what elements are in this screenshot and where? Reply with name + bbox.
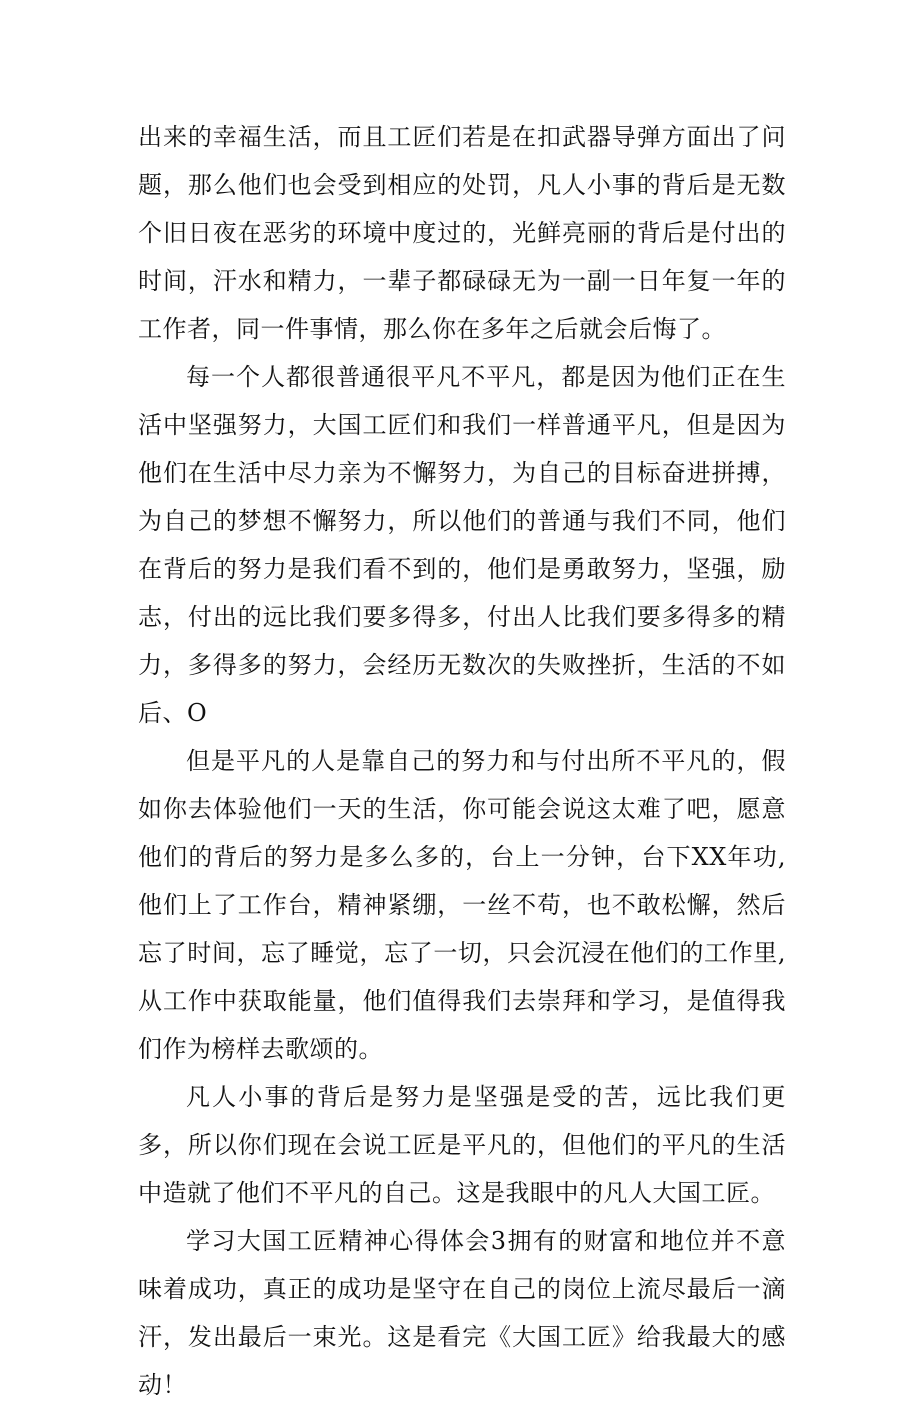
- document-body: [138, 113, 786, 1409]
- paragraph-2: 每一个人都很普通很平凡不平凡，都是因为他们正在生活中坚强努力，大国工匠们和我们一样普通平凡，但是因为他们在生活中尽力亲为不懈努力，为自己的目标奋进拼搏，为自己的梦想不懈努力，所以他们的普通与我们不同，他们在背后的努力是我们看不到的，他们是勇敢努力，坚强，励志，付出的远比我们要多得多，付出人比我们要多得多的精力，多得多的努力，会经历无数次的失败挫折，生活的不如后、O: [138, 363, 786, 727]
- paragraph-4: 凡人小事的背后是努力是坚强是受的苦，远比我们更多，所以你们现在会说工匠是平凡的，但他们的平凡的生活中造就了他们不平凡的自己。这是我眼中的凡人大国工匠。: [138, 1083, 786, 1207]
- paragraph-5: 学习大国工匠精神心得体会3拥有的财富和地位并不意味着成功，真正的成功是坚守在自己的岗位上流尽最后一滴汗，发出最后一束光。这是看完《大国工匠》给我最大的感动！: [138, 1227, 786, 1399]
- paragraph-1: 出来的幸福生活，而且工匠们若是在扣武器导弹方面出了问题，那么他们也会受到相应的处罚，凡人小事的背后是无数个旧日夜在恶劣的环境中度过的，光鲜亮丽的背后是付出的时间，汗水和精力，一辈子都碌碌无为一副一日年复一年的工作者，同一件事情，那么你在多年之后就会后悔了。: [138, 123, 786, 343]
- paragraph-3: 但是平凡的人是靠自己的努力和与付出所不平凡的，假如你去体验他们一天的生活，你可能会说这太难了吧，愿意他们的背后的努力是多么多的，台上一分钟，台下XX年功,他们上了工作台，精神紧绷，一丝不苟，也不敢松懈，然后忘了时间，忘了睡觉，忘了一切，只会沉浸在他们的工作里,从工作中获取能量，他们值得我们去崇拜和学习，是值得我们作为榜样去歌颂的。: [138, 747, 786, 1063]
